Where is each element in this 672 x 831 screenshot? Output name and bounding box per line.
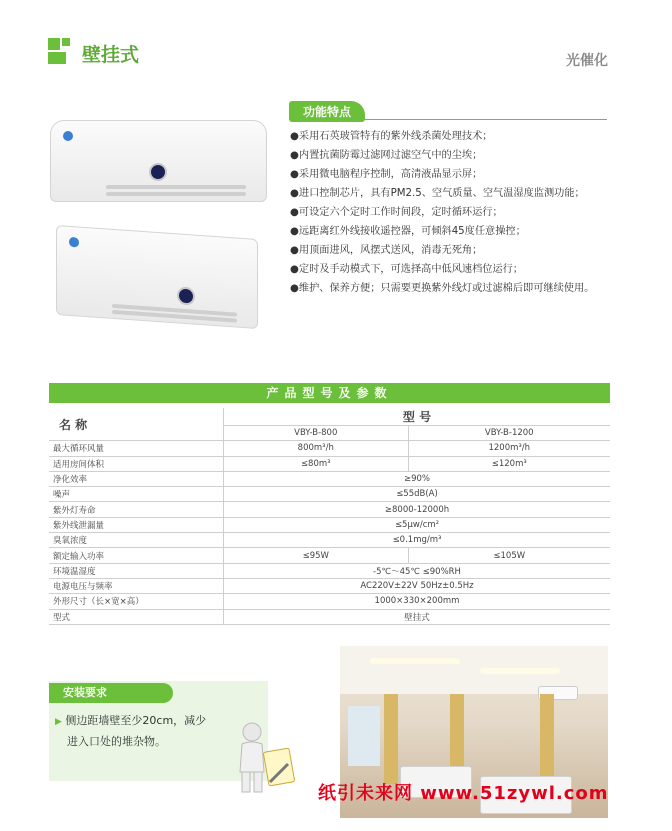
row-value: ≤95W (224, 548, 409, 563)
row-value: 1200m³/h (408, 441, 610, 456)
watermark: 纸引未来网 www.51zywl.com (318, 783, 609, 804)
features-heading: 功能特点 (289, 101, 365, 122)
feature-item: ●定时及手动模式下，可选择高中低风速档位运行； (290, 264, 524, 275)
row-label: 净化效率 (49, 471, 224, 486)
row-label: 紫外灯寿命 (49, 502, 224, 517)
page-title: 壁挂式 (82, 44, 140, 66)
feature-item: ●可设定六个定时工作时间段，定时循环运行； (290, 207, 503, 218)
row-value: ≤0.1mg/m³ (224, 533, 611, 548)
row-label: 适用房间体积 (49, 456, 224, 471)
row-label: 环境温湿度 (49, 563, 224, 578)
spec-table (49, 408, 610, 625)
row-label: 臭氧浓度 (49, 533, 224, 548)
row-value: ≤105W (408, 548, 610, 563)
row-value: 壁挂式 (224, 609, 611, 624)
control-knob-icon (149, 163, 167, 181)
product-image-front (50, 120, 267, 202)
feature-item: ●进口控制芯片，具有PM2.5、空气质量、空气温湿度监测功能； (290, 188, 585, 199)
feature-item: ●采用微电脑程序控制，高清液晶显示屏； (290, 169, 483, 180)
row-value: -5℃～45℃ ≤90%RH (224, 563, 611, 578)
row-value: ≤120m³ (408, 456, 610, 471)
divider (289, 119, 607, 120)
install-line: 进入口处的堆杂物。 (67, 735, 166, 748)
feature-list (290, 127, 594, 298)
brand-logo-icon (69, 237, 79, 248)
row-value: ≤80m³ (224, 456, 409, 471)
name-header: 名 称 (49, 408, 224, 441)
logo-squares-icon (48, 38, 74, 64)
row-label: 紫外线泄漏量 (49, 517, 224, 532)
row-label: 额定输入功率 (49, 548, 224, 563)
worker-figure-icon (230, 720, 300, 795)
feature-item: ●远距离红外线接收遥控器，可倾斜45度任意操控； (290, 226, 526, 237)
row-label: 型式 (49, 609, 224, 624)
feature-item: ●采用石英玻管特有的紫外线杀菌处理技术； (290, 131, 493, 142)
row-value: 800m³/h (224, 441, 409, 456)
row-label: 外形尺寸（长×宽×高） (49, 594, 224, 609)
model-cell: VBY-B-1200 (408, 426, 610, 441)
install-heading: 安装要求 (49, 683, 173, 703)
row-value: ≤5μw/cm² (224, 517, 611, 532)
row-label: 电源电压与频率 (49, 578, 224, 593)
product-image-angled (56, 225, 258, 329)
spec-table-title: 产品型号及参数 (49, 383, 610, 403)
bullet-triangle-icon: ▶ (55, 717, 62, 727)
feature-item: ●用顶面进风，风摆式送风，消毒无死角； (290, 245, 483, 256)
control-knob-icon (177, 286, 195, 305)
model-cell: VBY-B-800 (224, 426, 409, 441)
category-label: 光催化 (566, 53, 608, 69)
install-line: 侧边距墙壁至少20cm，减少 (65, 714, 207, 727)
row-value: ≥90% (224, 471, 611, 486)
row-value: AC220V±22V 50Hz±0.5Hz (224, 578, 611, 593)
feature-item: ●内置抗菌防霉过滤网过滤空气中的尘埃； (290, 150, 483, 161)
install-text (55, 711, 235, 751)
row-value: 1000×330×200mm (224, 594, 611, 609)
row-label: 噪声 (49, 487, 224, 502)
model-header: 型 号 (224, 408, 611, 426)
row-label: 最大循环风量 (49, 441, 224, 456)
row-value: ≥8000-12000h (224, 502, 611, 517)
row-value: ≤55dB(A) (224, 487, 611, 502)
brand-logo-icon (63, 131, 73, 141)
feature-item: ●维护、保养方便；只需要更换紫外线灯或过滤棉后即可继续使用。 (290, 283, 595, 294)
